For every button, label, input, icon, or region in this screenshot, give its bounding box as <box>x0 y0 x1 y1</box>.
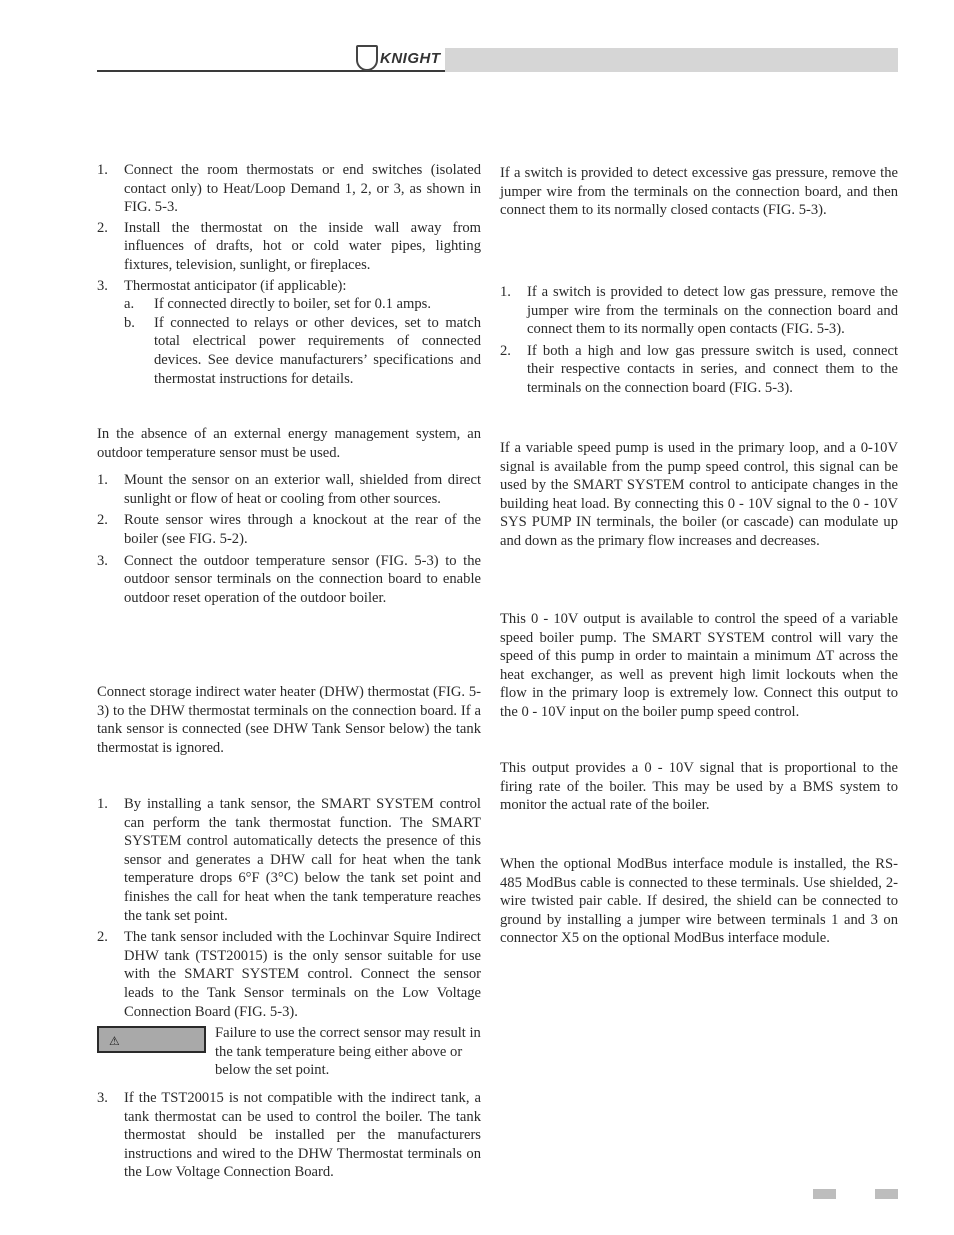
outdoor-intro: In the absence of an external energy management system, an outdoor temperature sensor must be used. <box>97 426 481 461</box>
sub-item: b. If connected to relays or other devices, set to match total electrical power requirements of connected devices. See device manufacturers’ specifications and thermostat instructions for details. <box>124 314 481 387</box>
rate-out-section: This output provides a 0 - 10V signal that is proportional to the firing rate of the boiler. This may be used by a BMS system to monitor the actual rate of the boiler. <box>500 760 898 814</box>
warning-triangle-icon: ⚠ <box>109 1034 120 1048</box>
tank-item-3 <box>97 1089 481 1182</box>
modbus-section: When the optional ModBus interface module is installed, the RS-485 ModBus cable is connected to these terminals. Use shielded, 2-wire twisted pair cable. If desired, the shield can be connected to ground by installing a jumper wire between terminals 1 and 3 on connector X5 on the optional ModBus interface module. <box>500 856 898 947</box>
footer-tab-left <box>813 1189 836 1199</box>
list-item: 3. Thermostat anticipator (if applicable): a. If connected directly to boiler, set for 0.1 amps. b. If connected to relays or other devices, set to match total electrical power requirements of connected devices. See device manufacturers’ specifications and thermostat instructions for details. <box>97 277 481 387</box>
knight-logo <box>356 44 448 72</box>
list-item: 1. Mount the sensor on an exterior wall, shielded from direct sunlight or flow of heat or cooling from other sources. <box>97 472 481 507</box>
thermostat-list <box>97 161 481 388</box>
list-item: 2. Route sensor wires through a knockout at the rear of the boiler (see FIG. 5-2). <box>97 512 481 547</box>
boiler-pump-out-section: This 0 - 10V output is available to control the speed of a variable speed boiler pump. The SMART SYSTEM control will vary the speed of this pump in order to maintain a minimum ΔT across the heat exchanger, as well as prevent high limit lockouts when the flow in the primary loop is extremely low. Connect this output to the 0 - 10V input on the boiler pump speed control. <box>500 611 898 720</box>
sys-pump-in-section: If a variable speed pump is used in the primary loop, and a 0-10V signal is available from the pump speed control, this signal can be used by the SMART SYSTEM control to anticipate changes in the building heat load. By connecting this 0 - 10V signal to the 0 - 10V SYS PUMP IN terminals, the boiler (or cascade) can modulate up and down as the primary flow increases and decreases. <box>500 440 898 549</box>
list-item: 1. Connect the room thermostats or end switches (isolated contact only) to Heat/Loop Demand 1, 2, or 3, as shown in FIG. 5-3. <box>97 162 481 216</box>
low-gas-pressure-section <box>500 283 898 398</box>
list-item: 2. If both a high and low gas pressure switch is used, connect their respective contacts in series, and connect them to the terminals on the connection board (FIG. 5-3). <box>500 342 898 396</box>
list-item: 1. If a switch is provided to detect low gas pressure, remove the jumper wire from the terminals on the connection board and connect them to its normally open contacts (FIG. 5-3). <box>500 284 898 338</box>
high-gas-pressure-section: If a switch is provided to detect excessive gas pressure, remove the jumper wire from the terminals on the connection board, and then connect them to its normally closed contacts (FIG. 5-3). <box>500 165 898 219</box>
list-item: 2. Install the thermostat on the inside wall away from influences of drafts, hot or cold water pipes, lighting fixtures, television, sunlight, or fireplaces. <box>97 219 481 273</box>
footer-tab-right <box>875 1189 898 1199</box>
dhw-tank-sensor-section <box>97 795 481 1021</box>
logo-text: KNIGHT <box>380 49 441 67</box>
dhw-thermostat-section: Connect storage indirect water heater (DHW) thermostat (FIG. 5-3) to the DHW thermostat terminals on the connection board. If a tank sensor is connected (see DHW Tank Sensor below) the tank thermostat is ignored. <box>97 684 481 756</box>
list-item: 3. Connect the outdoor temperature sensor (FIG. 5-3) to the outdoor sensor terminals on the connection board to enable outdoor reset operation of the outdoor boiler. <box>97 552 481 606</box>
list-item: 1. By installing a tank sensor, the SMART SYSTEM control can perform the tank thermostat function. The SMART SYSTEM control automatically detects the presence of this sensor and generates a DHW call for heat when the tank temperature drops 6°F (3°C) below the tank set point and finishes the call for heat when the tank temperature reaches the tank set point. <box>97 796 481 924</box>
list-item: 2. The tank sensor included with the Lochinvar Squire Indirect DHW tank (TST20015) is the only sensor suitable for use with the SMART SYSTEM control. Connect the sensor leads to the Tank Sensor terminals on the Low Voltage Connection Board (FIG. 5-3). <box>97 929 481 1020</box>
list-item: 3. If the TST20015 is not compatible with the indirect tank, a tank thermostat can be used to control the boiler. The tank thermostat should be installed per the manufacturers instructions and wired to the DHW Thermostat terminals on the Low Voltage Connection Board. <box>97 1090 481 1181</box>
caution-text: Failure to use the correct sensor may result in the tank temperature being either above or below the set point. <box>215 1025 481 1079</box>
outdoor-sensor-section <box>97 425 481 607</box>
header-bar <box>445 48 898 72</box>
sub-item: a. If connected directly to boiler, set for 0.1 amps. <box>124 296 432 313</box>
logo-shield-icon <box>356 45 378 71</box>
caution-label-box <box>97 1026 206 1053</box>
caution-note <box>97 1024 481 1080</box>
